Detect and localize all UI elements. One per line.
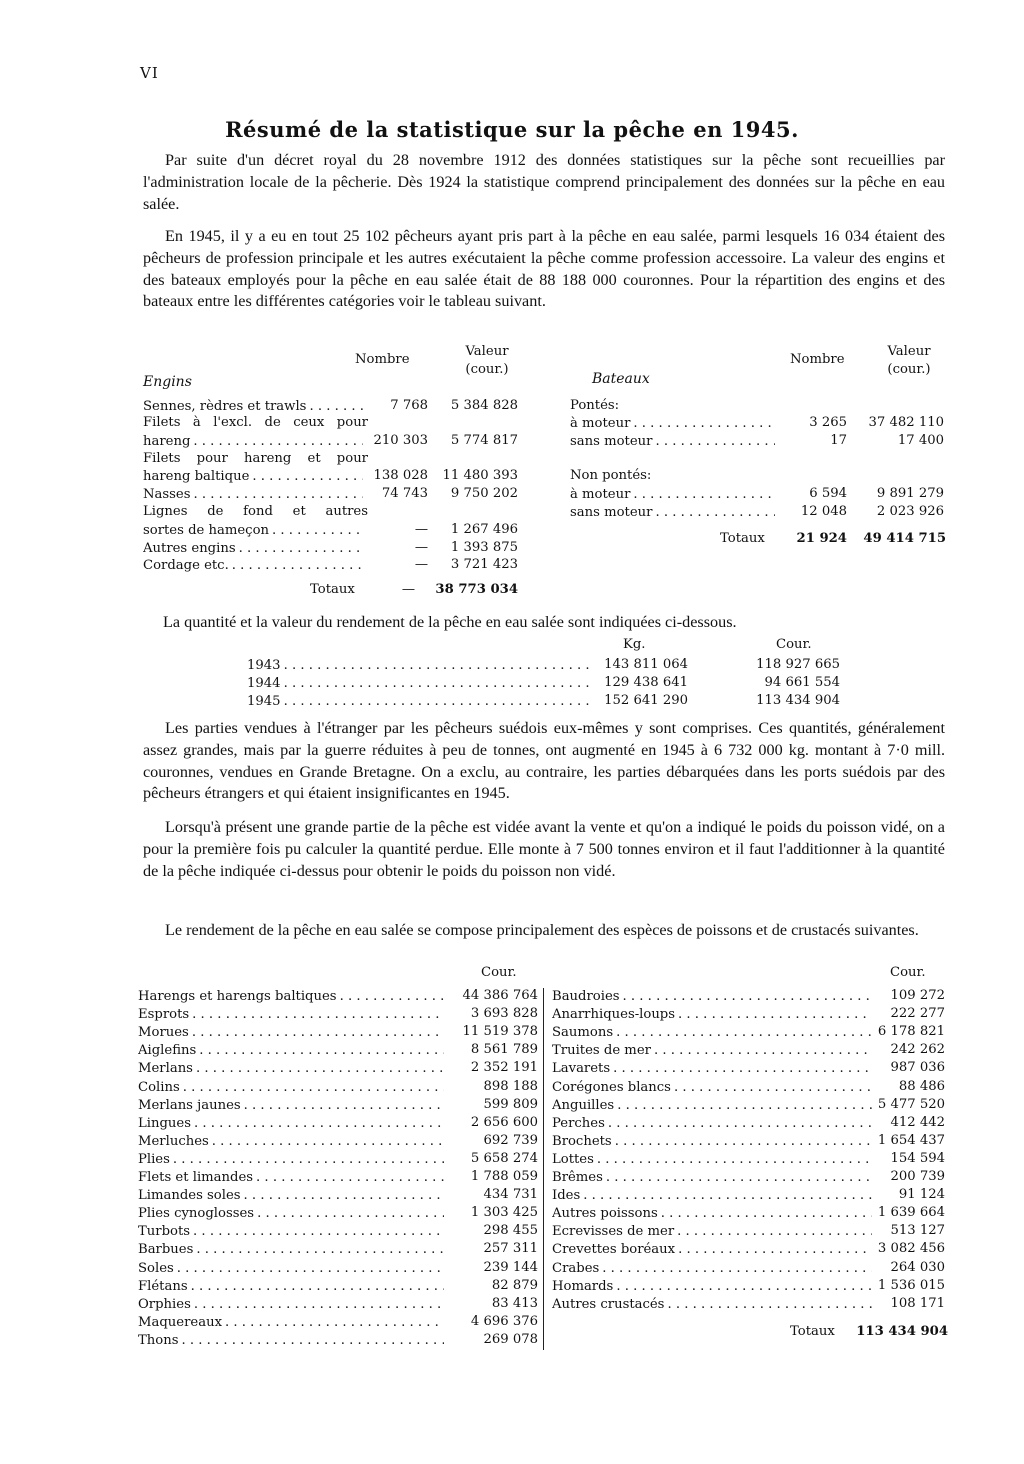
bateaux-non-pontes-row-label-text: sans moteur (570, 505, 655, 520)
especes-right-row-label-text: Crabes (552, 1261, 602, 1276)
especes-left-row-value: 82 879 (491, 1277, 538, 1293)
especes-right-row-label-text: Anarrhiques-loups (552, 1007, 678, 1022)
bateaux-non-pontes-row-valeur: 9 891 279 (876, 486, 944, 501)
especes-right-row-label-text: Baudroies (552, 989, 623, 1004)
especes-left-row-label (138, 1097, 444, 1114)
especes-right-row-label-text: Autres crustacés (552, 1297, 667, 1312)
paragraph-pecheurs: En 1945, il y a eu en tout 25 102 pêcheurs ayant pris part à la pêche en eau salée, parmi lesquels 16 034 étaient des pêcheurs de profession principale et les autres exécutaient la pêche comme profession accessoire. La valeur des engins et des bateaux employés pour la pêche en eau salée était de 88 188 000 couronnes. Pour la répartition des engins et des bateaux entre les différentes catégories voir le tableau suivant. (143, 227, 945, 311)
especes-right-row-label (552, 988, 872, 1005)
especes-total-value: 113 434 904 (856, 1324, 948, 1339)
engins-row-label (143, 468, 363, 485)
especes-left-row-label (138, 1133, 444, 1150)
especes-left-row-label-text: Harengs et harengs baltiques (138, 989, 340, 1004)
especes-left-row-label-text: Merluches (138, 1134, 212, 1149)
engins-row-nombre: 210 303 (373, 433, 428, 448)
engins-total-valeur: 38 773 034 (435, 582, 518, 597)
engins-row-label-text: Cordage etc. (143, 558, 232, 573)
bateaux-non-pontes-row-label (570, 486, 775, 503)
especes-right-row-label-text: Lavarets (552, 1061, 613, 1076)
engins-row-valeur: 11 480 393 (442, 468, 518, 483)
page-title: Résumé de la statistique sur la pêche en 1945. (225, 117, 799, 142)
especes-left-row-value: 5 658 274 (470, 1150, 538, 1166)
especes-left-row-label (138, 1079, 444, 1096)
paragraph-rendement: La quantité et la valeur du rendement de la pêche en eau salée sont indiquées ci-dessous. (163, 613, 737, 631)
especes-left-row-label-text: Thons (138, 1333, 182, 1348)
especes-right-row-label-text: Homards (552, 1279, 616, 1294)
bateaux-non-pontes-row-nombre: 6 594 (809, 486, 847, 501)
engins-total-nombre: — (401, 582, 415, 597)
especes-left-row-value: 257 311 (483, 1241, 538, 1257)
especes-right-row-label (552, 1060, 872, 1077)
especes-left-row-label (138, 1006, 444, 1023)
especes-left-row-label-text: Esprots (138, 1007, 192, 1022)
rendement-row-kg: 129 438 641 (604, 675, 688, 690)
especes-right-row-label-text: Brochets (552, 1134, 615, 1149)
engins-row-label (143, 433, 363, 450)
especes-left-row-value: 83 413 (491, 1295, 538, 1311)
engins-row-label (143, 486, 363, 503)
especes-left-row-value: 8 561 789 (470, 1042, 538, 1058)
especes-left-row-value: 2 352 191 (470, 1060, 538, 1076)
paragraph-etranger: Les parties vendues à l'étranger par les pêcheurs suédois eux-mêmes y sont comprises. Ces quantités, généralement assez grandes, mais par la guerre réduites à peu de tonnes, ont augmenté en 1945 à 6 732 000 kg. montant à 7·0 mill. couronnes, vendues en Grande Bretagne. On a exclu, au contraire, les parties débarquées dans les ports suédois par des pêcheurs étrangers et qui étaient insignificantes en 1945. (143, 719, 945, 803)
engins-row-label-text: Sennes, rèdres et trawls (143, 399, 309, 414)
bateaux-pontes-row-label (570, 415, 775, 432)
especes-left-row-label (138, 1332, 444, 1349)
engins-row-label: Filets à l'excl. de ceux pour (143, 415, 368, 430)
especes-left-row-label-text: Soles (138, 1261, 177, 1276)
especes-right-row-value: 108 171 (890, 1295, 945, 1311)
engins-row-nombre: 74 743 (381, 486, 428, 501)
especes-left-row-label-text: Barbues (138, 1242, 196, 1257)
bateaux-non-pontes-row-label (570, 504, 775, 521)
especes-right-row-value: 222 277 (890, 1006, 945, 1022)
especes-right-row-label-text: Truites de mer (552, 1043, 654, 1058)
engins-row-valeur: 5 384 828 (450, 398, 518, 413)
especes-right-row-label-text: Anguilles (552, 1098, 617, 1113)
bateaux-non-pontes-label: Non pontés: (570, 468, 652, 483)
engins-row-label-text: Nasses (143, 487, 194, 502)
especes-left-row-label-text: Maquereaux (138, 1315, 225, 1330)
especes-right-row-label (552, 1079, 872, 1096)
especes-right-row-value: 1 654 437 (877, 1132, 945, 1148)
especes-right-row-label-text: Perches (552, 1116, 608, 1131)
especes-left-row-label (138, 1169, 444, 1186)
especes-right-row-label (552, 1187, 872, 1204)
rendement-cour-header: Cour. (776, 637, 812, 652)
especes-right-row-value: 1 639 664 (877, 1205, 945, 1221)
especes-left-row-value: 44 386 764 (462, 988, 538, 1003)
engins-valeur-header: Valeur (465, 344, 509, 359)
especes-left-row-label (138, 1296, 444, 1313)
bateaux-header: Bateaux (592, 371, 650, 387)
bateaux-non-pontes-row-valeur: 2 023 926 (876, 504, 944, 519)
especes-right-row-value: 88 486 (898, 1078, 945, 1094)
especes-left-row-label (138, 1024, 444, 1041)
especes-left-row-label-text: Flets et limandes (138, 1170, 256, 1185)
especes-left-row-label (138, 1278, 444, 1295)
engins-row-valeur: 3 721 423 (450, 557, 518, 572)
especes-right-row-label (552, 1223, 872, 1240)
rendement-row-year (247, 657, 592, 674)
engins-row-label-text: sortes de hameçon (143, 523, 272, 538)
especes-right-row-value: 200 739 (890, 1169, 945, 1184)
especes-right-row-label (552, 1296, 872, 1313)
paragraph-especes: Le rendement de la pêche en eau salée se compose principalement des espèces de poissons et de crustacés suivantes. (165, 921, 919, 939)
especes-right-row-label-text: Corégones blancs (552, 1080, 674, 1095)
especes-left-row-value: 692 739 (483, 1132, 538, 1148)
especes-right-row-value: 91 124 (898, 1187, 945, 1203)
especes-right-row-label (552, 1133, 872, 1150)
especes-left-row-label (138, 1205, 444, 1222)
especes-left-row-label (138, 1060, 444, 1077)
engins-row-label (143, 522, 363, 539)
engins-row-label-text: hareng (143, 434, 193, 449)
engins-row-label (143, 540, 363, 557)
engins-row-label (143, 557, 363, 574)
rendement-row-year-text: 1943 (247, 658, 284, 673)
especes-left-row-value: 2 656 600 (470, 1114, 538, 1130)
especes-column-divider (543, 988, 544, 1350)
especes-left-row-label (138, 1223, 444, 1240)
especes-left-row-label-text: Merlans (138, 1061, 196, 1076)
especes-left-row-label-text: Flétans (138, 1279, 191, 1294)
especes-left-row-value: 298 455 (483, 1223, 538, 1239)
especes-left-row-value: 1 788 059 (470, 1169, 538, 1184)
especes-right-row-value: 987 036 (890, 1060, 945, 1076)
especes-left-row-label (138, 988, 444, 1005)
bateaux-pontes-row-nombre: 17 (830, 433, 847, 448)
especes-left-row-value: 4 696 376 (470, 1313, 538, 1329)
especes-right-cour-header: Cour. (890, 965, 926, 980)
especes-right-row-value: 3 082 456 (877, 1241, 945, 1257)
especes-right-row-value: 264 030 (890, 1259, 945, 1275)
especes-right-row-value: 412 442 (890, 1114, 945, 1130)
especes-left-row-value: 269 078 (483, 1331, 538, 1347)
engins-header: Engins (143, 374, 192, 390)
especes-right-row-label (552, 1024, 872, 1041)
especes-total-label: Totaux (790, 1324, 835, 1339)
engins-row-label-text: Autres engins (143, 541, 239, 556)
especes-right-row-label-text: Crevettes boréaux (552, 1242, 678, 1257)
especes-right-row-value: 6 178 821 (877, 1024, 945, 1040)
especes-right-row-label (552, 1097, 872, 1114)
especes-left-row-label-text: Orphies (138, 1297, 194, 1312)
engins-row-nombre: — (414, 557, 428, 572)
especes-right-row-label-text: Saumons (552, 1025, 616, 1040)
rendement-row-year-text: 1945 (247, 694, 284, 709)
bateaux-pontes-row-valeur: 17 400 (897, 433, 944, 448)
especes-left-row-value: 1 303 425 (470, 1205, 538, 1221)
bateaux-non-pontes-row-nombre: 12 048 (800, 504, 847, 519)
bateaux-pontes-row-valeur: 37 482 110 (868, 415, 944, 430)
especes-left-row-label-text: Turbots (138, 1224, 193, 1239)
especes-left-row-label-text: Morues (138, 1025, 192, 1040)
especes-right-row-label-text: Brêmes (552, 1170, 606, 1185)
especes-right-row-label-text: Autres poissons (552, 1206, 661, 1221)
especes-left-row-value: 11 519 378 (462, 1024, 538, 1040)
especes-left-row-label (138, 1151, 444, 1168)
engins-row-label: Filets pour hareng et pour (143, 451, 368, 466)
especes-left-row-label-text: Plies cynoglosses (138, 1206, 257, 1221)
bateaux-pontes-row-label-text: sans moteur (570, 434, 655, 449)
rendement-row-year (247, 675, 592, 692)
especes-right-row-value: 5 477 520 (877, 1096, 945, 1112)
rendement-row-kg: 152 641 290 (604, 693, 688, 708)
especes-right-row-label (552, 1241, 872, 1258)
engins-row-valeur: 1 393 875 (450, 540, 518, 555)
engins-row-label (143, 398, 363, 415)
bateaux-valeur-header: Valeur (887, 344, 931, 359)
especes-right-row-label (552, 1042, 872, 1059)
especes-left-row-label-text: Merlans jaunes (138, 1098, 244, 1113)
especes-left-row-value: 898 188 (483, 1078, 538, 1094)
rendement-row-cour: 113 434 904 (756, 693, 840, 708)
bateaux-total-label: Totaux (720, 531, 765, 546)
especes-left-row-value: 239 144 (483, 1259, 538, 1275)
engins-row-label-text: hareng baltique (143, 469, 252, 484)
engins-row-nombre: 138 028 (373, 468, 428, 483)
especes-left-row-label-text: Limandes soles (138, 1188, 244, 1203)
paragraph-intro: Par suite d'un décret royal du 28 novembre 1912 des données statistiques sur la pêche sont recueillies par l'administration locale de la pêcherie. Dès 1924 la statistique comprend principalement des données sur la pêche en eau salée. (143, 151, 945, 213)
especes-left-row-label (138, 1042, 444, 1059)
especes-right-row-label (552, 1115, 872, 1132)
engins-row-valeur: 5 774 817 (450, 433, 518, 448)
engins-row-nombre: — (414, 522, 428, 537)
rendement-row-year-text: 1944 (247, 676, 284, 691)
page-number: VI (140, 64, 159, 82)
bateaux-pontes-row-label (570, 433, 775, 450)
especes-left-row-label (138, 1241, 444, 1258)
especes-right-row-label (552, 1169, 872, 1186)
especes-right-row-value: 242 262 (890, 1042, 945, 1058)
bateaux-pontes-label: Pontés: (570, 398, 620, 413)
especes-right-row-label (552, 1205, 872, 1222)
engins-row-nombre: — (414, 540, 428, 555)
especes-right-row-label (552, 1006, 872, 1023)
especes-right-row-label (552, 1260, 872, 1277)
especes-left-row-label-text: Plies (138, 1152, 173, 1167)
especes-left-row-label-text: Lingues (138, 1116, 194, 1131)
especes-left-row-value: 3 693 828 (470, 1006, 538, 1022)
bateaux-total-valeur: 49 414 715 (863, 531, 946, 546)
especes-right-row-value: 1 536 015 (877, 1277, 945, 1293)
engins-row-valeur: 9 750 202 (450, 486, 518, 501)
especes-right-row-label (552, 1278, 872, 1295)
engins-row-nombre: 7 768 (390, 398, 428, 413)
especes-right-row-value: 109 272 (890, 988, 945, 1003)
rendement-row-year (247, 693, 592, 710)
rendement-row-cour: 118 927 665 (756, 657, 840, 672)
especes-right-row-value: 154 594 (890, 1150, 945, 1166)
especes-right-row-label (552, 1151, 872, 1168)
bateaux-total-nombre: 21 924 (796, 531, 847, 546)
especes-left-row-value: 434 731 (483, 1187, 538, 1203)
bateaux-non-pontes-row-label-text: à moteur (570, 487, 633, 502)
rendement-row-kg: 143 811 064 (604, 657, 688, 672)
bateaux-nombre-header: Nombre (790, 352, 845, 367)
engins-row-valeur: 1 267 496 (450, 522, 518, 537)
engins-row-label: Lignes de fond et autres (143, 504, 368, 519)
engins-total-label: Totaux (310, 582, 355, 597)
bateaux-pontes-row-nombre: 3 265 (809, 415, 847, 430)
especes-right-row-label-text: Lottes (552, 1152, 597, 1167)
especes-right-row-value: 513 127 (890, 1223, 945, 1239)
especes-right-row-label-text: Ecrevisses de mer (552, 1224, 677, 1239)
especes-left-row-label (138, 1187, 444, 1204)
especes-left-row-label (138, 1115, 444, 1132)
especes-left-cour-header: Cour. (481, 965, 517, 980)
especes-left-row-label (138, 1260, 444, 1277)
especes-left-row-label (138, 1314, 444, 1331)
engins-nombre-header: Nombre (355, 352, 410, 367)
especes-left-row-label-text: Colins (138, 1080, 183, 1095)
especes-right-row-label-text: Ides (552, 1188, 583, 1203)
rendement-kg-header: Kg. (623, 637, 646, 652)
bateaux-cour-header: (cour.) (887, 362, 931, 377)
especes-left-row-label-text: Aiglefins (138, 1043, 199, 1058)
paragraph-poids: Lorsqu'à présent une grande partie de la pêche est vidée avant la vente et qu'on a indiqué le poids du poisson vidé, on a pour la première fois pu calculer la quantité perdue. Elle monte à 7 500 tonnes environ et il faut l'additionner à la quantité de la pêche indiquée ci-dessus pour obtenir le poids du poisson non vidé. (143, 818, 945, 880)
rendement-row-cour: 94 661 554 (764, 675, 840, 690)
engins-cour-header: (cour.) (465, 362, 509, 377)
bateaux-pontes-row-label-text: à moteur (570, 416, 633, 431)
especes-left-row-value: 599 809 (483, 1096, 538, 1112)
